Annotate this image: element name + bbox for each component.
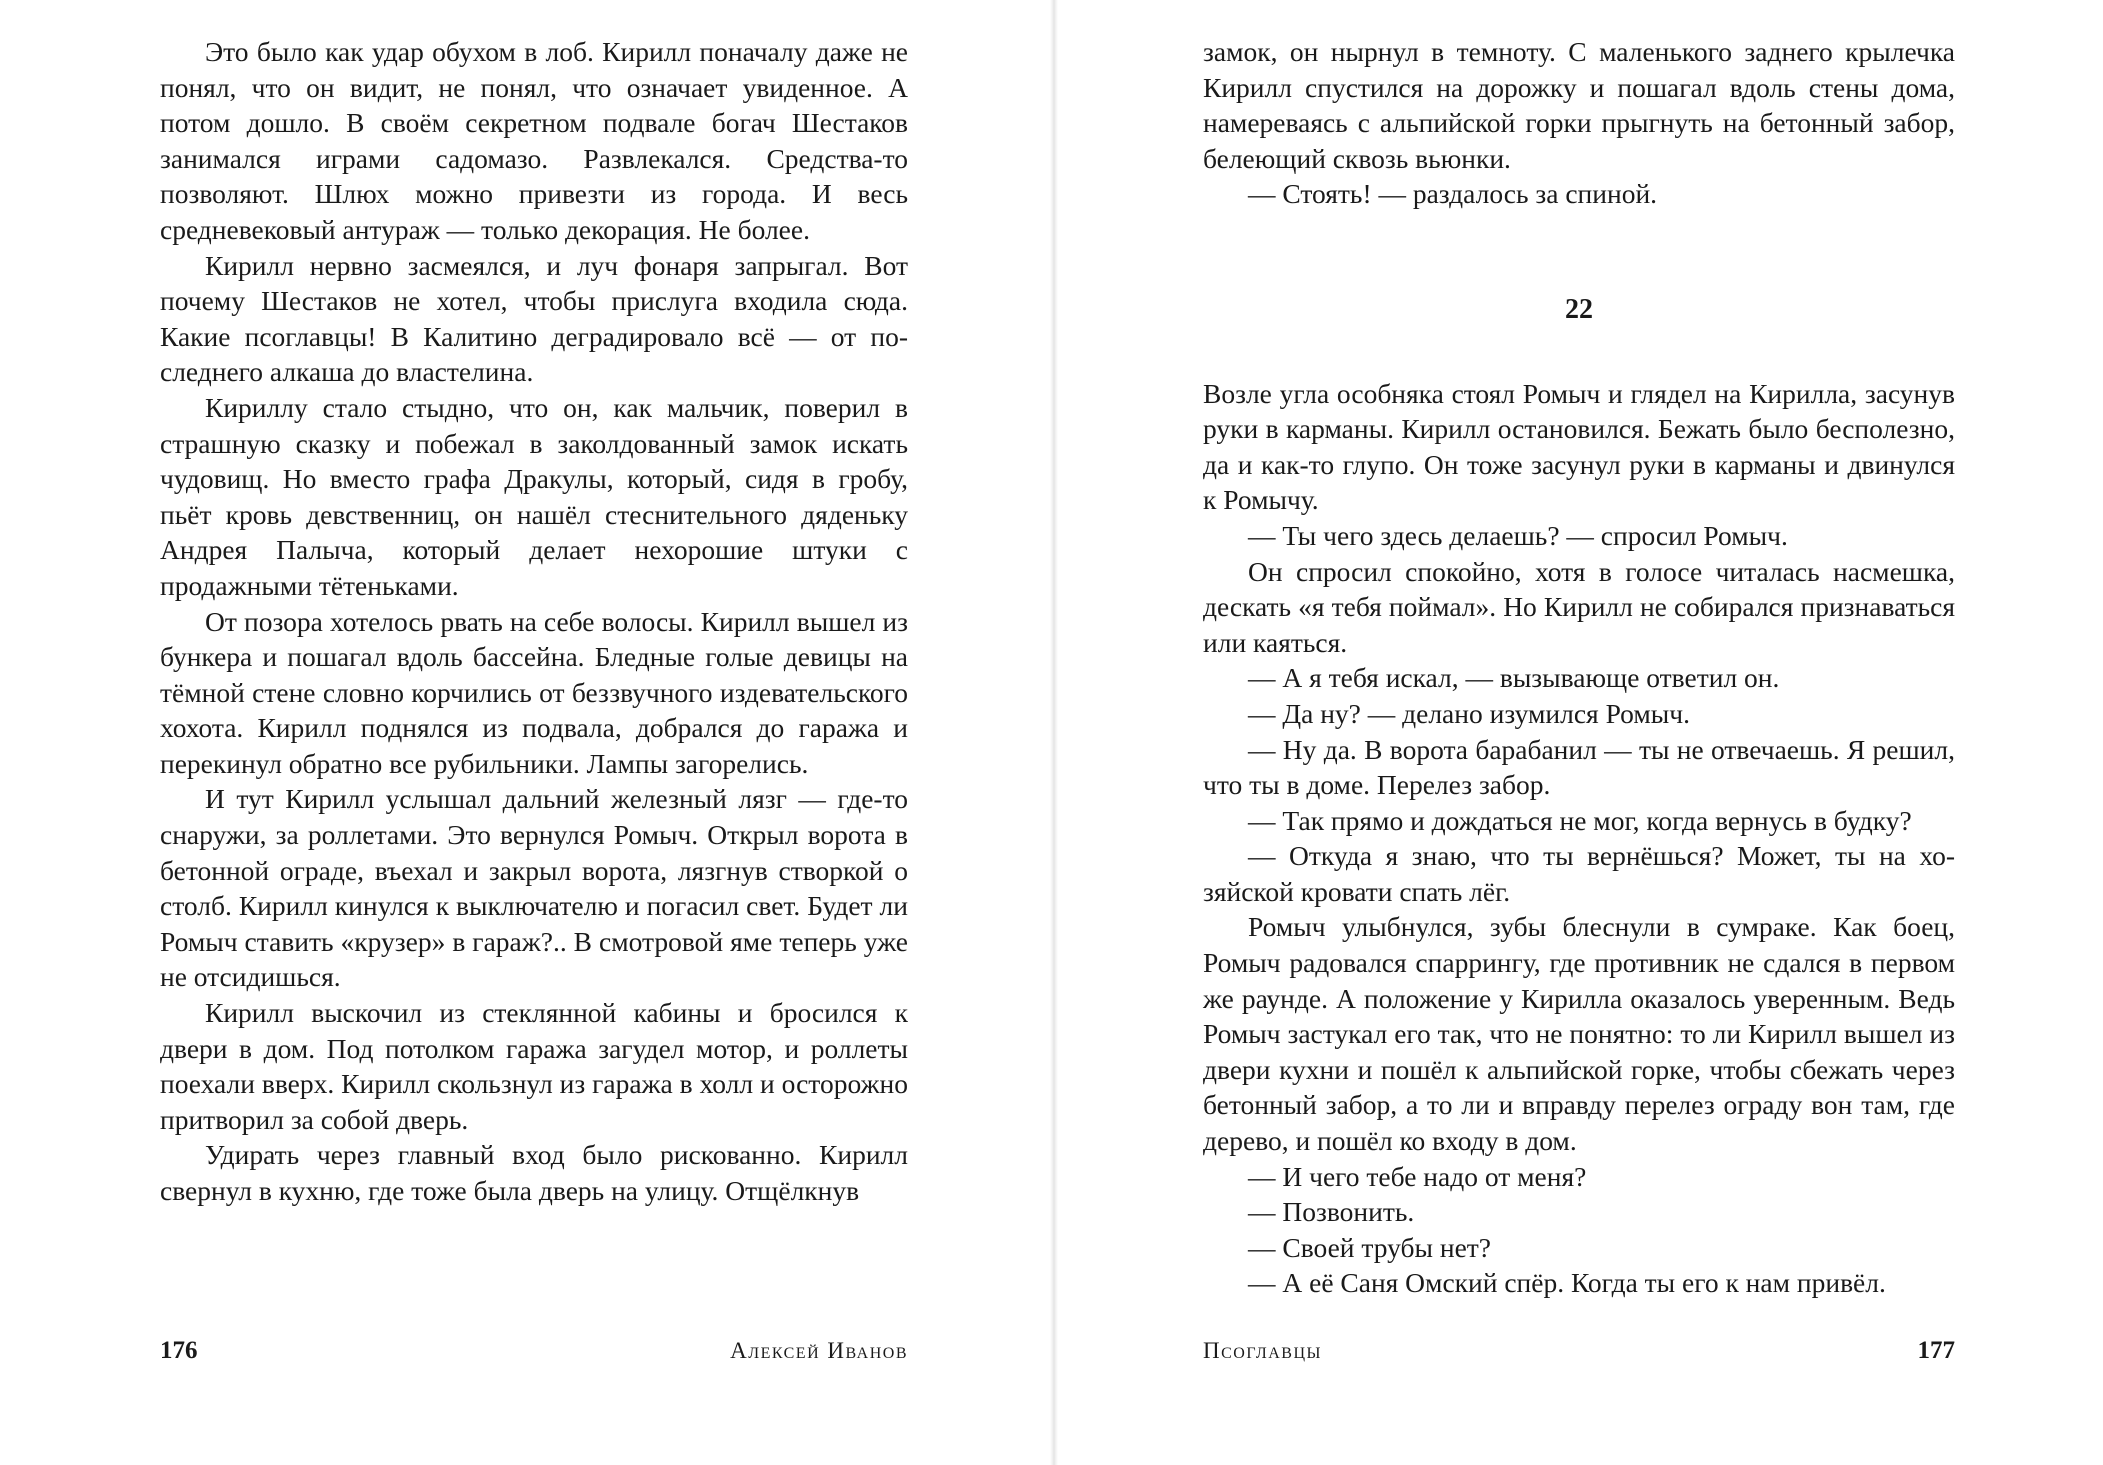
left-page-footer [160, 1337, 908, 1365]
paragraph: — Стоять! — раздалось за спиной. [1248, 178, 1658, 210]
right-page [1203, 0, 1955, 1465]
left-page-text [160, 34, 908, 1209]
chapter-opening-paragraph: Возле угла особняка стоял Ромыч и глядел на Кирилла, засунув руки в карманы. Кирилл остановился. Бежать было бесполезно, да и как-то глупо. Он тоже засунул руки в карманы и двинулся к Ромычу. [1203, 377, 1955, 516]
paragraph: — А её Саня Омский спёр. Когда ты его к нам привёл. [1248, 1267, 1886, 1299]
right-page-footer [1203, 1337, 1955, 1365]
paragraph: От позора хотелось рвать на себе волосы. Кирилл вышел из бункера и пошагал вдоль бассейна. Бледные голые девицы на тёмной стене словно корчились от беззвучного издевательского хохота. Кирилл поднялся из подвала, добрался до гаража и перекинул обратно все рубильники. Лампы загорелись. [160, 605, 908, 779]
paragraph: И тут Кирилл услышал дальний железный лязг — где-то снаружи, за роллетами. Это вернулся Ромыч. Открыл ворота в бетонной ограде, въехал и закрыл ворота, лязгнув створкой о столб. Кирилл кинулся к выключателю и погасил свет. Будет ли Ромыч ставить «крузер» в гараж?.. В смотровой яме теперь уже не отсидишься. [160, 783, 908, 993]
paragraph: — Ты чего здесь делаешь? — спросил Ромыч. [1248, 519, 1788, 551]
paragraph: Кирилл нервно засмеялся, и луч фонаря запрыгал. Вот почему Шестаков не хотел, чтобы прислуга входила сюда. Какие псоглавцы! В Калитино деградировало всё — от последнего алкаша до властелина. [160, 249, 908, 388]
paragraph: — Своей трубы нет? [1248, 1231, 1492, 1263]
paragraph: — И чего тебе надо от меня? [1248, 1160, 1587, 1192]
paragraph: — Ну да. В ворота барабанил — ты не отвечаешь. Я решил, что ты в доме. Перелез забор. [1203, 733, 1955, 801]
paragraph: — Откуда я знаю, что ты вернёшься? Может, ты на хозяйской кровати спать лёг. [1203, 840, 1955, 907]
running-head-title: Псоглавцы [1203, 1338, 1322, 1363]
paragraph: — Позвонить. [1248, 1196, 1415, 1228]
paragraph: Кирилл выскочил из стеклянной кабины и бросился к двери в дом. Под потолком гаража загудел мотор, и роллеты поехали вверх. Кирилл скользнул из гаража в холл и осторожно притворил за собой дверь. [160, 997, 908, 1135]
paragraph-continuation: замок, он нырнул в темноту. С маленького заднего крылечка Кирилл спустился на дорожку и пошагал вдоль стены дома, намереваясь с альпийской горки прыгнуть на бетонный забор, белеющий сквозь вьюнки. [1203, 36, 1955, 174]
paragraph: — Да ну? — делано изумился Ромыч. [1248, 697, 1690, 729]
book-gutter [1050, 0, 1058, 1465]
paragraph: Ромыч улыбнулся, зубы блеснули в сумраке. Как боец, Ромыч радовался спаррингу, где противник не сдался в первом же раунде. А положение у Кирилла оказалось уверенным. Ведь Ромыч застукал его так, что не понятно: то ли Кирилл вышел из двери кухни и пошёл к альпийской горке, чтобы сбежать через бетонный забор, а то ли и вправду перелез ограду вон там, где дерево, и пошёл ко входу в дом. [1203, 911, 1955, 1157]
paragraph: — А я тебя искал, — вызывающе ответил он. [1248, 662, 1780, 694]
paragraph: Удирать через главный вход было рискованно. Кирилл свернул в кухню, где тоже была дверь на улицу. Отщёлкнув [160, 1139, 908, 1206]
running-head-author: Алексей Иванов [730, 1338, 908, 1363]
page-number: 177 [1917, 1337, 1955, 1364]
left-page [160, 0, 908, 1465]
paragraph: Кириллу стало стыдно, что он, как мальчик, поверил в страшную сказку и побежал в заколдованный замок искать чудовищ. Но вместо графа Дракулы, который, сидя в гробу, пьёт кровь девственниц, он нашёл стеснительного дяденьку Андрея Палыча, который делает нехорошие штуки с продажными тётеньками. [160, 391, 908, 601]
chapter-number: 22 [1565, 293, 1593, 325]
paragraph: Он спросил спокойно, хотя в голосе читалась насмешка, дескать «я тебя поймал». Но Кирилл не собирался признаваться или каяться. [1203, 555, 1955, 658]
paragraph: Это было как удар обухом в лоб. Кирилл поначалу даже не понял, что он видит, не понял, что означает увиденное. А потом дошло. В своём секретном подвале богач Шестаков занимался играми садомазо. Развлекался. Средства-то позволяют. Шлюх можно привезти из города. И весь средневековый антураж — только декорация. Не более. [160, 36, 908, 245]
right-page-text [1203, 34, 1955, 1301]
page-number: 176 [160, 1337, 198, 1364]
paragraph: — Так прямо и дождаться не мог, когда вернусь в будку? [1248, 804, 1912, 836]
